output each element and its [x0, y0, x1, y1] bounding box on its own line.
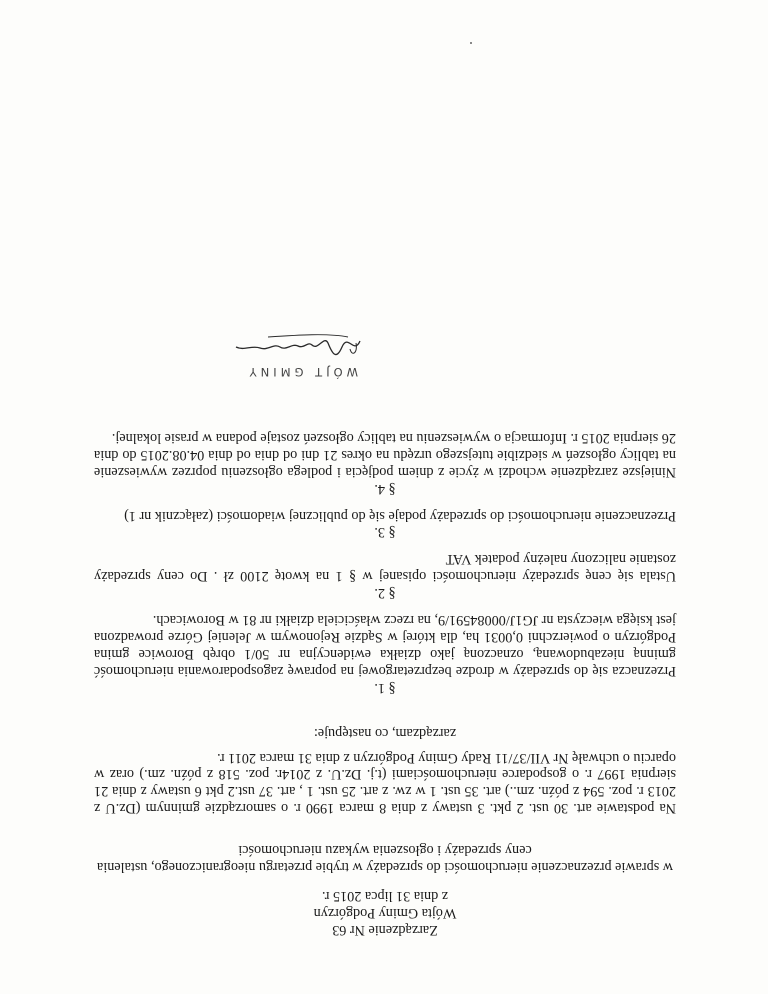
signature-block — [168, 324, 368, 379]
section-text: Niniejsze zarządzenie wchodzi w życie z dniem podjęcia i podlega ogłoszeniu poprzez wywieszenie na tablicy ogłoszeń w siedzibie tutejszego urzędu na okres 21 dni od dnia od dnia 04.08.2015 do dnia 26 sierpnia 2015 r. Informacja o wywieszeniu na tablicy ogłoszeń zostaje podana w prasie lokalnej. — [94, 429, 676, 480]
section-text: Przeznacza się do sprzedaży w drodze bezprzetargowej na poprawę zagospodarowania nieruchomość gminną niezabudowaną, oznaczoną jako działka ewidencyjna nr 50/1 obręb Borowice gmina Podgórzyn o powierzchni 0,0031 ha, dla której w Sądzie Rejonowym w Jeleniej Górze prowadzona jest księga wieczysta nr JG1J/00084591/9, na rzecz właściciela działki nr 81 w Borowicach. — [94, 612, 676, 679]
official-stamp: WÓJT GMINY — [245, 365, 358, 379]
document-purpose: w sprawie przeznaczenie nieruchomości do sprzedaży w trybie przetargu nieograniczonego, ustalenia ceny sprzedaży i ogłoszenia wykazu nieruchomości — [96, 841, 674, 876]
section-heading: § 2. — [374, 585, 396, 602]
document-date: z dnia 31 lipca 2015 r. — [321, 888, 449, 905]
section-heading: § 1. — [374, 679, 396, 696]
section-heading: § 4. — [374, 480, 396, 497]
issuing-authority: Wójta Gminy Podgórzyn — [313, 905, 457, 922]
section-heading: § 3. — [374, 524, 396, 541]
document-header — [94, 887, 676, 938]
handwritten-signature — [218, 329, 368, 363]
document-title: Zarządzenie Nr 63 — [332, 922, 438, 938]
legal-basis: Na podstawie art. 30 ust. 2 pkt. 3 ustawy z dnia 8 marca 1990 r. o samorządzie gminnym (Dz.U z 2013 r. poz. 594 z późn. zm..) art. 35 ust. 1 w zw. z art. 25 ust. 1 , art. 37 ust.2 pkt 6 ustawy z dnia 21 sierpnia 1997 r. o gospodarce nieruchomościami (t.j. Dz.U. z 2014r. poz. 518 z późn. zm.) oraz w oparciu o uchwałę Nr VII/37/11 Rady Gminy Podgórzyn z dnia 31 marca 2011 r. — [94, 749, 676, 817]
document-body — [94, 419, 676, 938]
section-text: Ustala się cenę sprzedaży nieruchomości opisanej w § 1 na kwotę 2100 zł . Do ceny sprzedaży zostanie naliczony należny podatek VAT — [94, 551, 676, 585]
scan-speck — [470, 42, 472, 44]
ordering-clause: zarządzam, co następuje: — [313, 724, 457, 741]
section-text: Przeznaczenie nieruchomości do sprzedaży podaje się do publicznej wiadomości (załącznik nr 1) — [124, 507, 676, 524]
